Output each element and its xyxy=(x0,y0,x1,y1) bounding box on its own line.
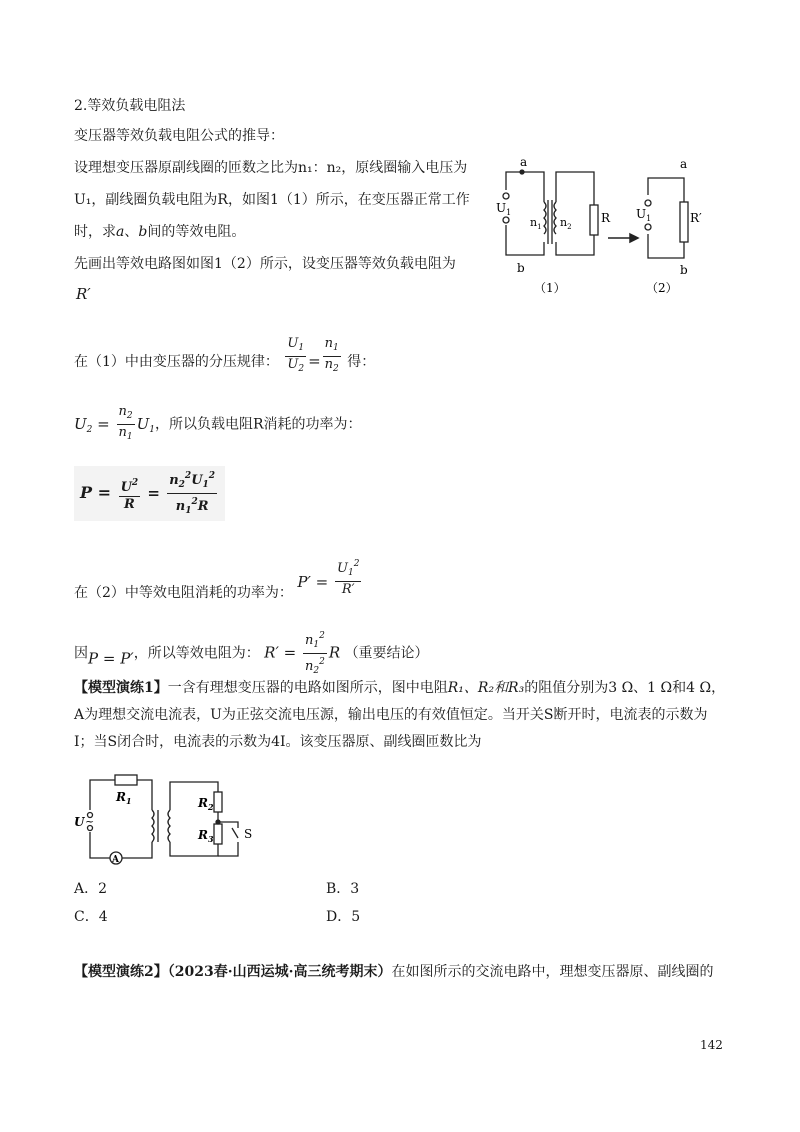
fig1-label-n1: $n_1$ xyxy=(530,216,542,231)
step2-line: $U_2$ = $\frac{n_2}{n_1}$ $U_1$，所以负载电阻R消耗的功率为： xyxy=(74,404,362,445)
step4-mid: ，所以等效电阻为： xyxy=(133,645,260,662)
figure-2 xyxy=(645,178,688,258)
turns-ratio-rhs: $\frac{n_1}{n_2}$ xyxy=(324,336,339,374)
switch-s-label: S xyxy=(244,827,253,841)
paragraph-line: 设理想变压器原副线圈的匝数之比为n₁：n₂，原线圈输入电压为 xyxy=(74,160,468,176)
point-b-label: b xyxy=(138,224,148,240)
step4-pre: 因 xyxy=(74,645,88,662)
exercise2-text: 在如图所示的交流电路中，理想变压器原、副线圈的 xyxy=(391,964,714,980)
text-segment: 、 xyxy=(124,224,139,240)
fig2-caption: （2） xyxy=(646,281,678,295)
paragraph-line: 先画出等效电路图如图1（2）所示，设变压器等效负载电阻为 xyxy=(74,256,456,272)
transformer-equivalent-figure xyxy=(496,150,726,300)
power-formula-box: P = $\frac{U^2}{R}$ = $\frac{n_2^2U_1^2}{n_1^2R}$ xyxy=(74,466,225,521)
arrow-icon xyxy=(608,234,638,242)
fig1-label-u: $U_1$ xyxy=(496,201,512,217)
exercise1-line3: I；当S闭合时，电流表的示数为4I。该变压器原、副线圈匝数比为 xyxy=(74,734,482,750)
ac-tilde-icon: ~ xyxy=(85,815,95,828)
step3-text: 在（2）中等效电阻消耗的功率为： xyxy=(74,585,293,601)
exercise2-source: （2023春·山西运城·高三统考期末） xyxy=(167,964,392,980)
u2-fraction: $\frac{n_2}{n_1}$ xyxy=(118,404,133,442)
fig2-label-b: b xyxy=(680,263,688,277)
step1-text: 在（1）中由变压器的分压规律： xyxy=(74,354,279,370)
fig1-label-b: b xyxy=(517,261,525,275)
point-a-label: a xyxy=(116,224,125,240)
step4-note: （重要结论） xyxy=(344,645,429,662)
exercise1-text: 一含有理想变压器的电路如图所示，图中电阻 xyxy=(167,680,448,696)
option-b[interactable]: B．3 xyxy=(326,881,360,897)
step1-suffix: 得： xyxy=(347,354,376,370)
ammeter-label: A xyxy=(112,855,119,865)
exercise1-line2: A为理想交流电流表，U为正弦交流电压源，输出电压的有效值恒定。当开关S断开时，电流表的示数为 xyxy=(74,707,708,723)
text-segment: 时，求 xyxy=(74,224,116,240)
fig1-label-a: a xyxy=(520,155,528,169)
exercise1-resistor-labels: R₁、R₂和R₃ xyxy=(447,680,525,696)
p-prime-fraction: $\frac{U_1^2}{R'}$ xyxy=(335,556,361,598)
exercise1-line1 xyxy=(74,678,725,698)
step4-line: 因P = P′，所以等效电阻为： R′ = $\frac{n_1^2}{n_2^2}$ R （重要结论） xyxy=(74,628,429,679)
exercise2-line xyxy=(74,962,713,982)
fig1-caption: （1） xyxy=(534,281,566,295)
r-prime-symbol: R′ xyxy=(76,285,91,303)
exercise2-tag: 【模型演练2】 xyxy=(74,964,168,980)
fig1-label-r: R xyxy=(601,211,611,225)
paragraph-line xyxy=(74,222,245,242)
step1-line: 在（1）中由变压器的分压规律： $\frac{U_1}{U_2}$ = $\frac{n_1}{n_2}$ 得： xyxy=(74,336,375,377)
option-a[interactable]: A．2 xyxy=(74,881,108,897)
exercise1-text: 的阻值分别为3 Ω、1 Ω和4 Ω， xyxy=(524,680,726,696)
exercise1-circuit xyxy=(70,770,270,870)
figure-1 xyxy=(503,170,598,255)
u2-equation: $U_2$ = xyxy=(74,414,115,435)
fig2-label-u: $U_1$ xyxy=(636,207,652,223)
text-segment: 间的等效电阻。 xyxy=(147,224,246,240)
r3-label: $R_3$ xyxy=(198,828,214,844)
voltage-ratio-lhs: $\frac{U_1}{U_2}$ xyxy=(287,336,305,374)
exercise1-tag: 【模型演练1】 xyxy=(74,680,168,696)
option-d[interactable]: D．5 xyxy=(326,909,361,925)
r-prime-fraction: $\frac{n_1^2}{n_2^2}$ xyxy=(303,628,327,679)
step2-suffix: ，所以负载电阻R消耗的功率为： xyxy=(155,416,362,433)
derivation-title: 变压器等效负载电阻公式的推导： xyxy=(74,128,284,144)
fig2-label-a: a xyxy=(680,157,688,171)
r1-label: $R_1$ xyxy=(116,790,132,806)
step3-line: 在（2）中等效电阻消耗的功率为： P′ = $\frac{U_1^2}{R'}$ xyxy=(74,556,363,603)
paragraph-line: U₁，副线圈负载电阻为R，如图1（1）所示，在变压器正常工作 xyxy=(74,192,470,208)
page-number: 142 xyxy=(700,1038,723,1052)
option-c[interactable]: C．4 xyxy=(74,909,108,925)
fig2-label-r-prime: R′ xyxy=(690,211,702,225)
fig1-label-n2: $n_2$ xyxy=(560,216,572,231)
section-heading: 2.等效负载电阻法 xyxy=(74,98,186,114)
source-u-label: U xyxy=(74,815,85,829)
r2-label: $R_2$ xyxy=(198,796,214,812)
